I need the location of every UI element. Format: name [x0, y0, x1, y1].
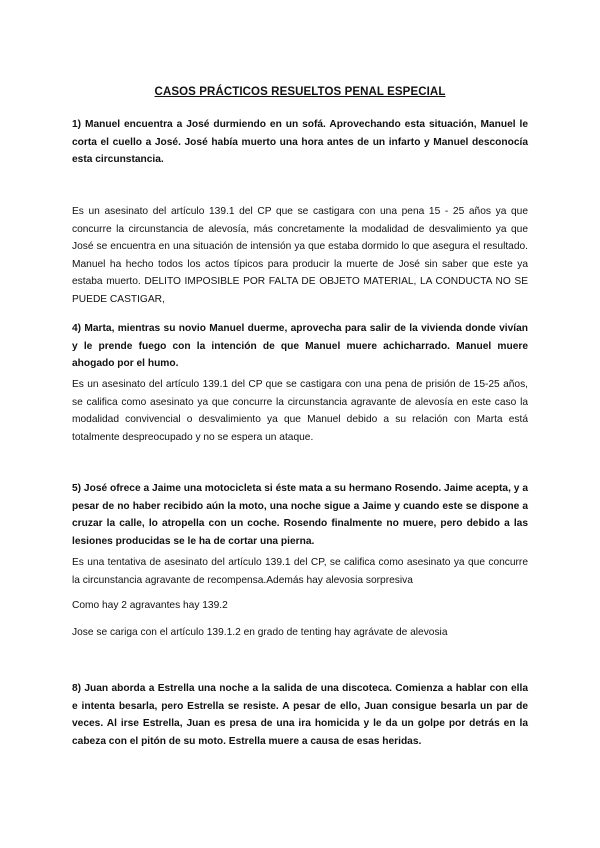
case-1-question: 1) Manuel encuentra a José durmiendo en un sofá. Aprovechando esta situación, Manuel le corta el cuello a José. José había muerto una hora antes de un infarto y Manuel desconocía esta circunstancia.: [72, 119, 528, 165]
case-5-question: 5) José ofrece a Jaime una motocicleta si éste mata a su hermano Rosendo. Jaime acepta, y a pesar de no haber recibido aún la moto, una noche sigue a Jaime y cuando este se dispone a cruzar la calle, lo atropella con un coche. Rosendo finalmente no muere, pero debido a las lesiones producidas se le ha de cortar una pierna.: [72, 483, 528, 547]
case-4-question: 4) Marta, mientras su novio Manuel duerme, aprovecha para salir de la vivienda donde vivían y le prende fuego con la intención de que Manuel muere achicharrado. Manuel muere ahogado por el humo.: [72, 323, 528, 369]
case-5-answer-2: Como hay 2 agravantes hay 139.2: [72, 600, 228, 611]
case-5-answer: Es una tentativa de asesinato del artículo 139.1 del CP, se califica como asesinato ya que concurre la circunstancia agravante de recompensa.Además hay alevosia sorpresiva: [72, 557, 528, 586]
case-5-answer-3: Jose se cariga con el artículo 139.1.2 en grado de tenting hay agrávate de alevosia: [72, 627, 448, 638]
document-title: CASOS PRÁCTICOS RESUELTOS PENAL ESPECIAL: [154, 86, 446, 98]
case-4-answer: Es un asesinato del artículo 139.1 del CP que se castigara con una pena de prisión de 15-25 años, se califica como asesinato ya que concurre la circunstancia agravante de alevosía en este caso la modalidad convivencial o desvalimiento ya que Manuel debido a su relación con Marta está totalmente despreocupado y no se espera un ataque.: [72, 379, 528, 443]
case-1-answer: Es un asesinato del artículo 139.1 del CP que se castigara con una pena 15 - 25 años ya que concurre la circunstancia de alevosía, más concretamente la modalidad de desvalimiento ya que José se encuentra en una situación de intensión ya que estaba dormido lo que asegura el resultado. Manuel ha hecho todos los actos típicos para producir la muerte de José sin saber que este ya estaba muerto. DELITO IMPOSIBLE POR FALTA DE OBJETO MATERIAL, LA CONDUCTA NO SE PUEDE CASTIGAR,: [72, 206, 528, 305]
case-8-question: 8) Juan aborda a Estrella una noche a la salida de una discoteca. Comienza a hablar con ella e intenta besarla, pero Estrella se resiste. A pesar de ello, Juan consigue besarla un par de veces. Al irse Estrella, Juan es presa de una ira homicida y le da un golpe por detrás en la cabeza con el pitón de su moto. Estrella muere a causa de esas heridas.: [72, 683, 528, 747]
